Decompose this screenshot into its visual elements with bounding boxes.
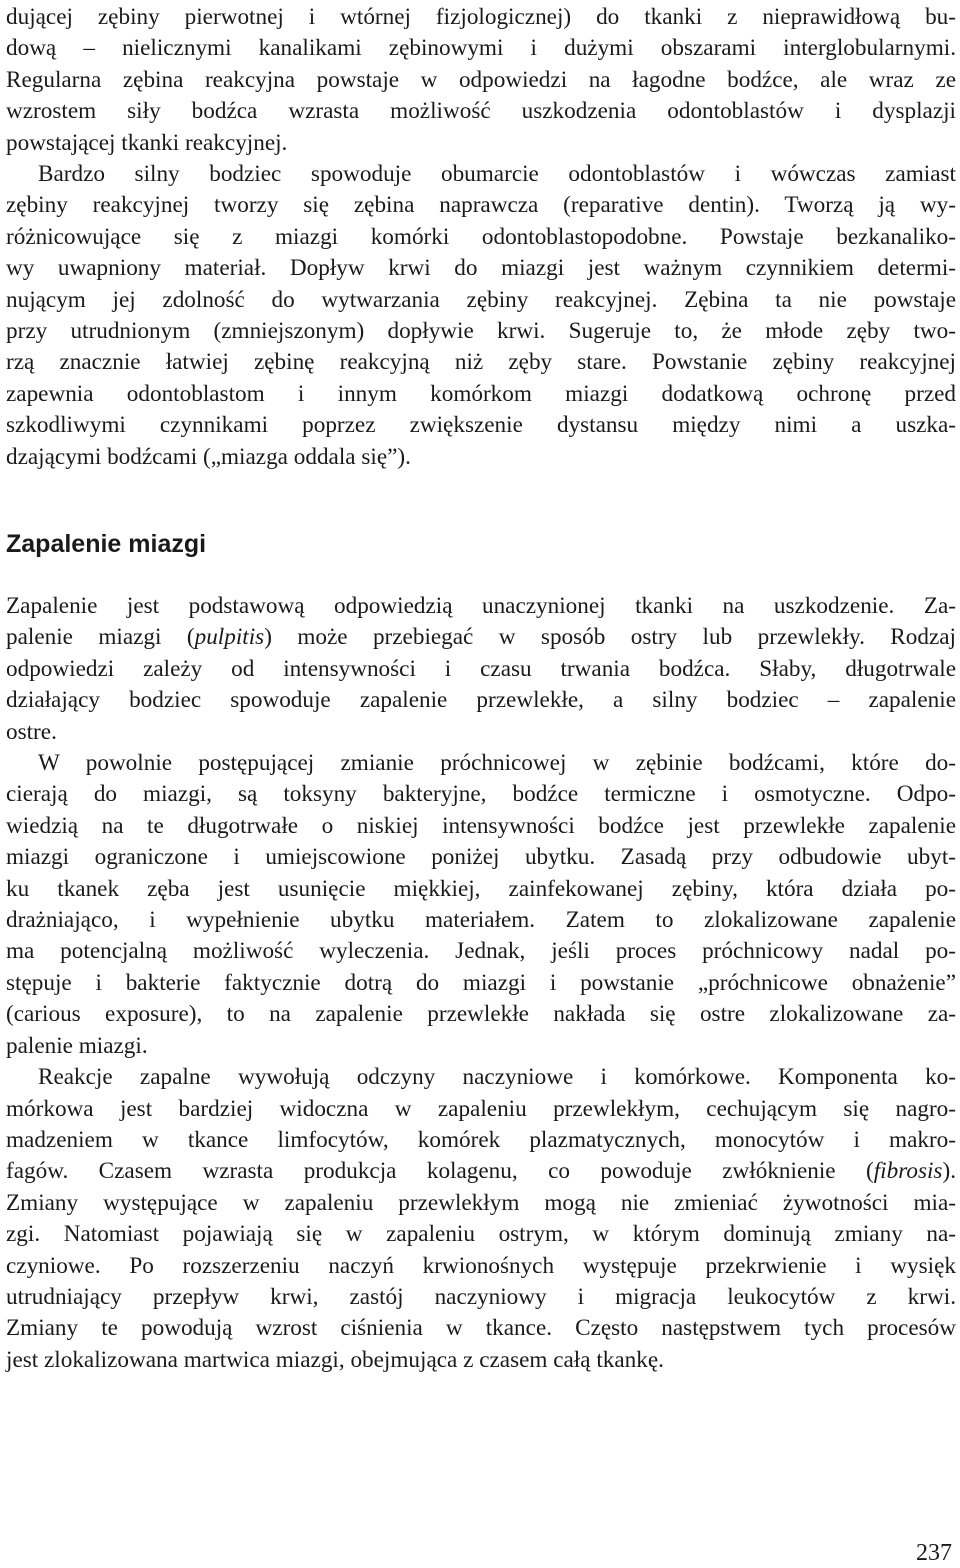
page-number: 237 — [916, 1540, 952, 1566]
text-line: W powolnie postępującej zmianie próchnicowej w zębinie bodźcami, które do- — [38, 750, 956, 777]
italic-term: pulpitis — [194, 624, 265, 651]
text-line: odpowiedzi zależy od intensywności i czasu trwania bodźca. Słaby, długotrwale — [6, 655, 956, 682]
text-line: szkodliwymi czynnikami poprzez zwiększenie dystansu między nimi a uszka- — [6, 412, 956, 439]
section-heading: Zapalenie miazgi — [6, 530, 207, 558]
text-line: wiedzią na te długotrwałe o niskiej intensywności bodźce jest przewlekłe zapalenie — [6, 812, 956, 839]
text-line: dzającymi bodźcami („miazga oddala się”). — [6, 443, 411, 470]
text-line: drażniająco, i wypełnienie ubytku materiałem. Zatem to zlokalizowane zapalenie — [6, 907, 956, 934]
text-line: madzeniem w tkance limfocytów, komórek plazmatycznych, monocytów i makro- — [6, 1126, 956, 1153]
text-line: stępuje i bakterie faktycznie dotrą do miazgi i powstanie „próchnicowe obnażenie” — [6, 969, 956, 996]
text-line: wzrostem siły bodźca wzrasta możliwość uszkodzenia odontoblastów i dysplazji — [6, 98, 956, 125]
text-line: ma potencjalną możliwość wyleczenia. Jednak, jeśli proces próchnicowy nadal po- — [6, 938, 956, 965]
section-body — [6, 591, 956, 1376]
text-line: rzą znacznie łatwiej zębinę reakcyjną niż zęby stare. Powstanie zębiny reakcyjnej — [6, 349, 956, 376]
text-line: mórkowa jest bardziej widoczna w zapaleniu przewlekłym, cechującym się nagro- — [6, 1095, 956, 1122]
text-line: jest zlokalizowana martwica miazgi, obejmująca z czasem całą tkankę. — [6, 1346, 664, 1373]
text-line: Regularna zębina reakcyjna powstaje w odpowiedzi na łagodne bodźce, ale wraz ze — [6, 66, 956, 93]
text-line: utrudniający przepływ krwi, zastój naczyniowy i migracja leukocytów z krwi. — [6, 1283, 956, 1310]
text-line: palenie miazgi. — [6, 1032, 148, 1059]
text-line: wy uwapniony materiał. Dopływ krwi do miazgi jest ważnym czynnikiem determi- — [6, 255, 956, 282]
text-line: przy utrudnionym (zmniejszonym) dopływie krwi. Sugeruje to, że młode zęby two- — [6, 318, 956, 345]
text-line: (carious exposure), to na zapalenie przewlekłe nakłada się ostre zlokalizowane za- — [6, 1001, 956, 1028]
text-line: czyniowe. Po rozszerzeniu naczyń krwionośnych występuje przekrwienie i wysięk — [6, 1252, 956, 1279]
body-text-continuation — [6, 2, 956, 473]
text-line: dową – nielicznymi kanalikami zębinowymi i dużymi obszarami interglobularnymi. — [6, 35, 956, 62]
text-line: palenie miazgi (pulpitis) może przebiegać w sposób ostry lub przewlekły. Rodzaj — [6, 624, 956, 651]
text-line: Zapalenie jest podstawową odpowiedzią unaczynionej tkanki na uszkodzenie. Za- — [6, 593, 956, 619]
text-line: nującym jej zdolność do wytwarzania zębiny reakcyjnej. Zębina ta nie powstaje — [6, 286, 956, 313]
text-line: miazgi ograniczone i umiejscowione poniżej ubytku. Zasadą przy odbudowie ubyt- — [6, 844, 956, 871]
text-line: Bardzo silny bodziec spowoduje obumarcie odontoblastów i wówczas zamiast — [38, 161, 956, 188]
text-line: działający bodziec spowoduje zapalenie przewlekłe, a silny bodziec – zapalenie — [6, 687, 956, 714]
italic-term: fibrosis — [873, 1158, 943, 1185]
text-line: zapewnia odontoblastom i innym komórkom miazgi dodatkową ochronę przed — [6, 380, 956, 407]
text-line: ostre. — [6, 718, 57, 745]
text-line: Zmiany występujące w zapaleniu przewlekłym mogą nie zmieniać żywotności mia- — [6, 1189, 956, 1216]
text-line: Reakcje zapalne wywołują odczyny naczyniowe i komórkowe. Komponenta ko- — [38, 1064, 956, 1091]
text-line: zgi. Natomiast pojawiają się w zapaleniu ostrym, w którym dominują zmiany na- — [6, 1221, 956, 1248]
text-line: dującej zębiny pierwotnej i wtórnej fizjologicznej) do tkanki z nieprawidłową bu- — [6, 4, 956, 30]
text-line: różnicowujące się z miazgi komórki odontoblastopodobne. Powstaje bezkanaliko- — [6, 223, 956, 250]
text-line: Zmiany te powodują wzrost ciśnienia w tkance. Często następstwem tych procesów — [6, 1315, 956, 1342]
text-line: ku tkanek zęba jest usunięcie miękkiej, zainfekowanej zębiny, która działa po- — [6, 875, 956, 902]
text-line: zębiny reakcyjnej tworzy się zębina naprawcza (reparative dentin). Tworzą ją wy- — [6, 192, 956, 219]
text-line: fagów. Czasem wzrasta produkcja kolagenu, co powoduje zwłóknienie (fibrosis). — [6, 1158, 956, 1185]
text-line: cierają do miazgi, są toksyny bakteryjne, bodźce termiczne i osmotyczne. Odpo- — [6, 781, 956, 808]
text-line: powstającej tkanki reakcyjnej. — [6, 129, 288, 156]
